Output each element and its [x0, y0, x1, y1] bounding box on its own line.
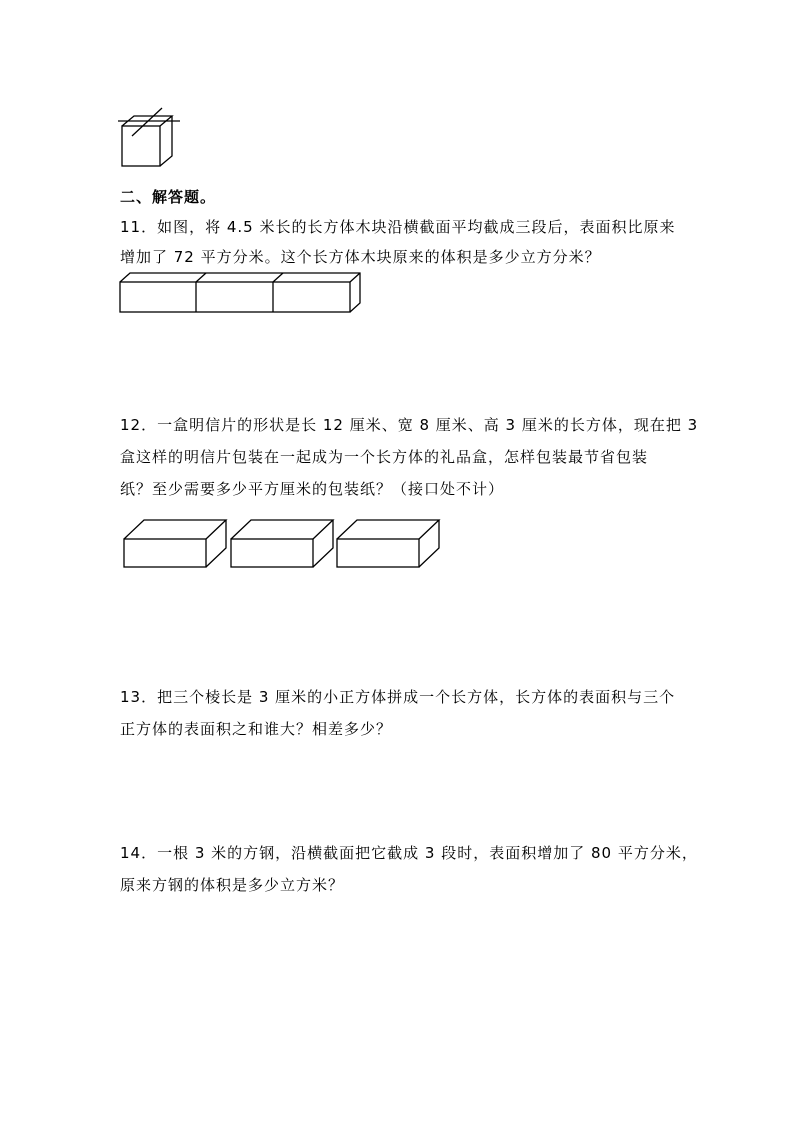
q13-line-2: 正方体的表面积之和谁大？相差多少？ — [120, 720, 393, 738]
q14-line-2: 原来方钢的体积是多少立方米？ — [120, 876, 345, 894]
wood-block-figure — [120, 272, 370, 317]
postcard-box-figure-2 — [231, 518, 341, 578]
postcard-box-figure-1 — [124, 518, 234, 578]
section-heading: 二、解答题。 — [120, 188, 217, 206]
q12-line-2: 盒这样的明信片包装在一起成为一个长方体的礼品盒，怎样包装最节省包装 — [120, 448, 649, 466]
q11-line-1: 11．如图，将 4.5 米长的长方体木块沿横截面平均截成三段后，表面积比原来 — [120, 218, 676, 236]
q13-line-1: 13．把三个棱长是 3 厘米的小正方体拼成一个长方体，长方体的表面积与三个 — [120, 688, 676, 706]
cube-cut-figure — [118, 108, 188, 168]
postcard-box-figure-3 — [337, 518, 447, 578]
q12-line-1: 12．一盒明信片的形状是长 12 厘米、宽 8 厘米、高 3 厘米的长方体，现在把 3 — [120, 416, 699, 434]
q12-line-3: 纸？至少需要多少平方厘米的包装纸？（接口处不计） — [120, 480, 505, 498]
q14-line-1: 14．一根 3 米的方钢，沿横截面把它截成 3 段时，表面积增加了 80 平方分米， — [120, 844, 698, 862]
q11-line-2: 增加了 72 平方分米。这个长方体木块原来的体积是多少立方分米？ — [120, 248, 601, 266]
